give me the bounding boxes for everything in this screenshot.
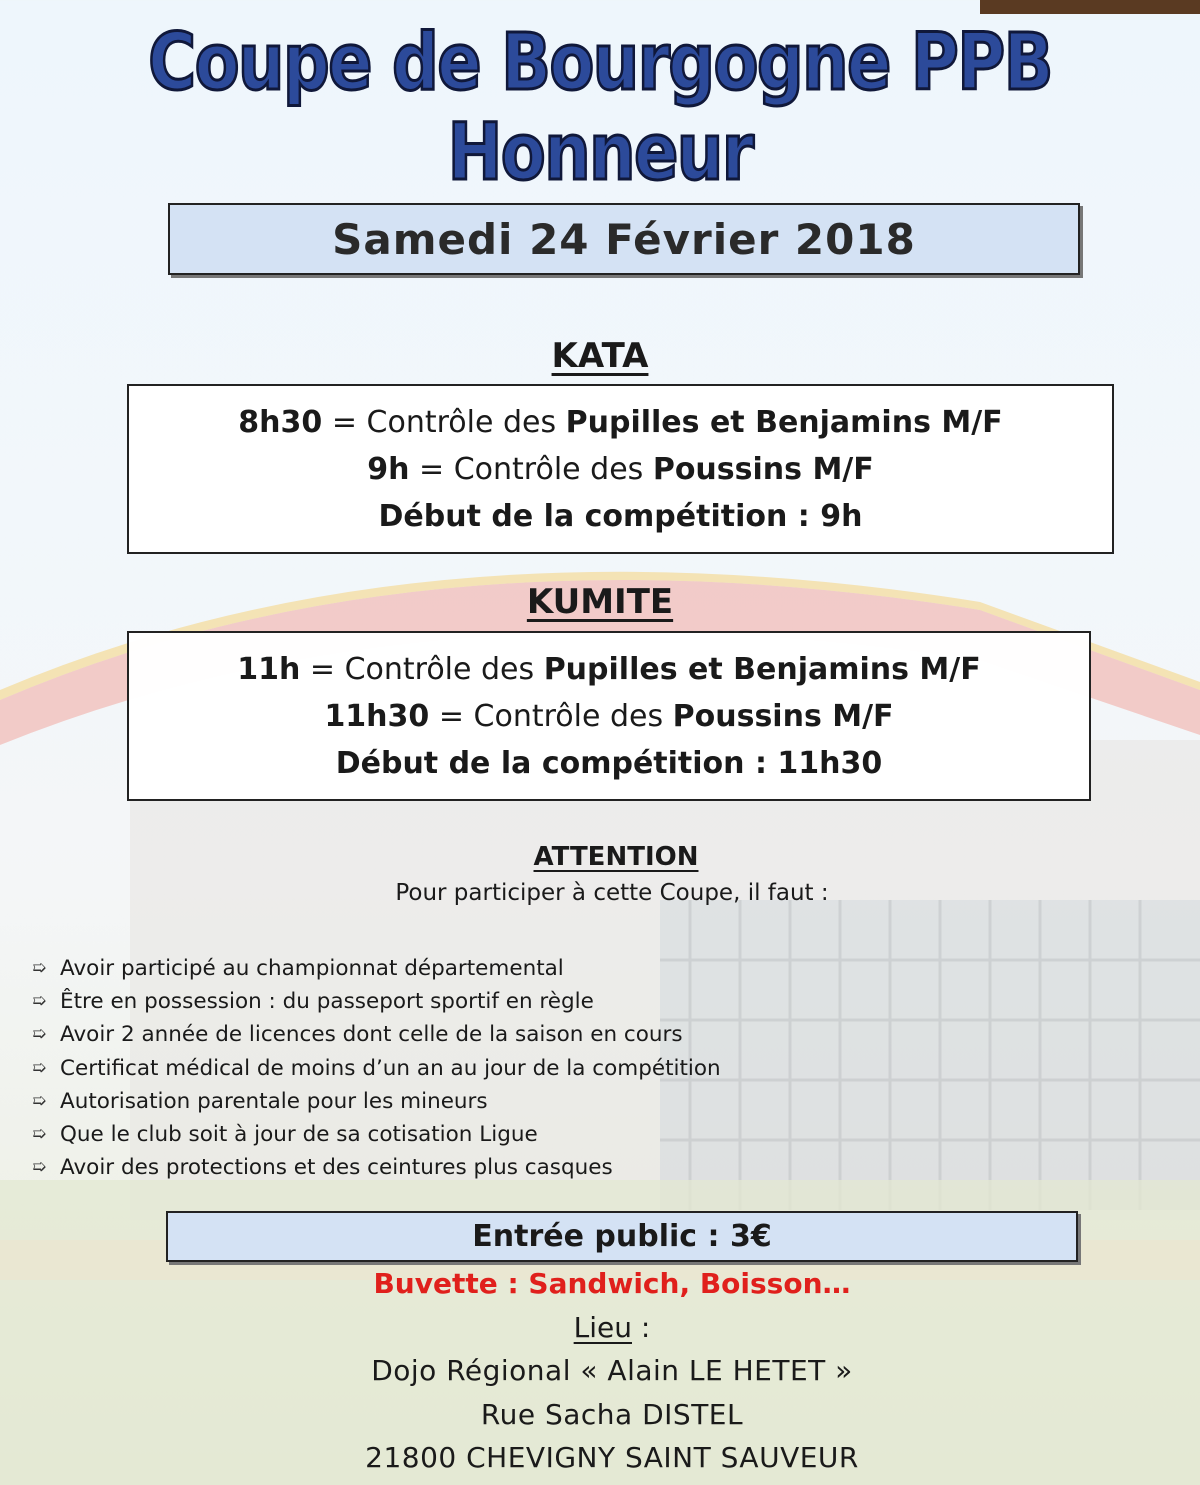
kata-time-1: 8h30 (238, 404, 323, 440)
requirement-text: Être en possession : du passeport sportif en règle (60, 989, 594, 1015)
requirement-item (32, 1085, 721, 1118)
requirement-item (32, 1018, 721, 1051)
requirement-item (32, 1151, 721, 1184)
venue-label-colon: : (632, 1311, 651, 1344)
entry-fee: Entrée public : 3€ (472, 1219, 772, 1254)
kata-control-text-2: Contrôle des (453, 451, 653, 487)
hand-arrow-icon: ➯ (32, 1024, 47, 1045)
refreshments: Buvette : Sandwich, Boisson… (373, 1267, 851, 1300)
venue-name: Dojo Régional « Alain LE HETET » (371, 1354, 853, 1387)
requirement-text: Avoir des protections et des ceintures plus casques (60, 1155, 613, 1181)
kata-category-1: Pupilles et Benjamins M/F (565, 404, 1003, 440)
kumite-start: Début de la compétition : 11h30 (335, 745, 883, 781)
kata-category-2: Poussins M/F (652, 451, 874, 487)
kata-line-2 (367, 446, 874, 493)
venue-label (0, 1311, 1200, 1344)
equals-sign: = (419, 451, 445, 487)
venue-street: Rue Sacha DISTEL (480, 1398, 744, 1431)
kumite-heading: KUMITE (526, 582, 674, 622)
attention-intro: Pour participer à cette Coupe, il faut : (395, 880, 829, 906)
kata-control-text-1: Contrôle des (366, 404, 566, 440)
requirement-text: Avoir participé au championnat départemental (60, 956, 564, 981)
kumite-time-1: 11h (237, 651, 301, 687)
hand-arrow-icon: ➯ (32, 958, 47, 978)
kumite-line-2 (324, 693, 893, 740)
requirement-item (32, 985, 721, 1018)
kumite-time-2: 11h30 (324, 698, 430, 734)
venue-label-text: Lieu (573, 1311, 632, 1344)
entry-fee-banner (166, 1211, 1078, 1262)
requirement-text: Avoir 2 année de licences dont celle de la saison en cours (60, 1022, 683, 1048)
kata-schedule-box (127, 384, 1114, 554)
kumite-category-1: Pupilles et Benjamins M/F (543, 651, 981, 687)
requirement-item (32, 952, 721, 985)
kumite-category-2: Poussins M/F (672, 698, 894, 734)
hand-arrow-icon: ➯ (32, 1124, 47, 1145)
kumite-control-text-1: Contrôle des (344, 651, 544, 687)
hand-arrow-icon: ➯ (32, 1057, 47, 1078)
kata-line-1 (238, 399, 1002, 446)
kata-time-2: 9h (367, 451, 410, 487)
equals-sign: = (331, 404, 357, 440)
kumite-control-text-2: Contrôle des (473, 698, 673, 734)
requirement-item (32, 1052, 721, 1085)
venue-city: 21800 CHEVIGNY SAINT SAUVEUR (365, 1441, 859, 1474)
kumite-line-1 (237, 646, 981, 693)
kata-start: Début de la compétition : 9h (378, 498, 863, 534)
hand-arrow-icon: ➯ (32, 991, 47, 1012)
event-date: Samedi 24 Février 2018 (332, 214, 916, 264)
requirement-item (32, 1118, 721, 1151)
requirement-text: Autorisation parentale pour les mineurs (60, 1088, 488, 1114)
hand-arrow-icon: ➯ (32, 1090, 47, 1111)
kata-heading: KATA (551, 336, 649, 376)
equals-sign: = (309, 651, 336, 687)
equals-sign: = (438, 698, 464, 734)
kumite-schedule-box (127, 631, 1091, 801)
poster-title: Coupe de Bourgogne PPB Honneur (148, 18, 1052, 198)
attention-heading: ATTENTION (533, 842, 699, 872)
hand-arrow-icon: ➯ (32, 1157, 47, 1178)
requirement-text: Que le club soit à jour de sa cotisation Ligue (60, 1122, 538, 1148)
date-banner (168, 203, 1080, 275)
requirements-list (32, 952, 721, 1184)
requirement-text: Certificat médical de moins d’un an au jour de la compétition (60, 1055, 721, 1081)
